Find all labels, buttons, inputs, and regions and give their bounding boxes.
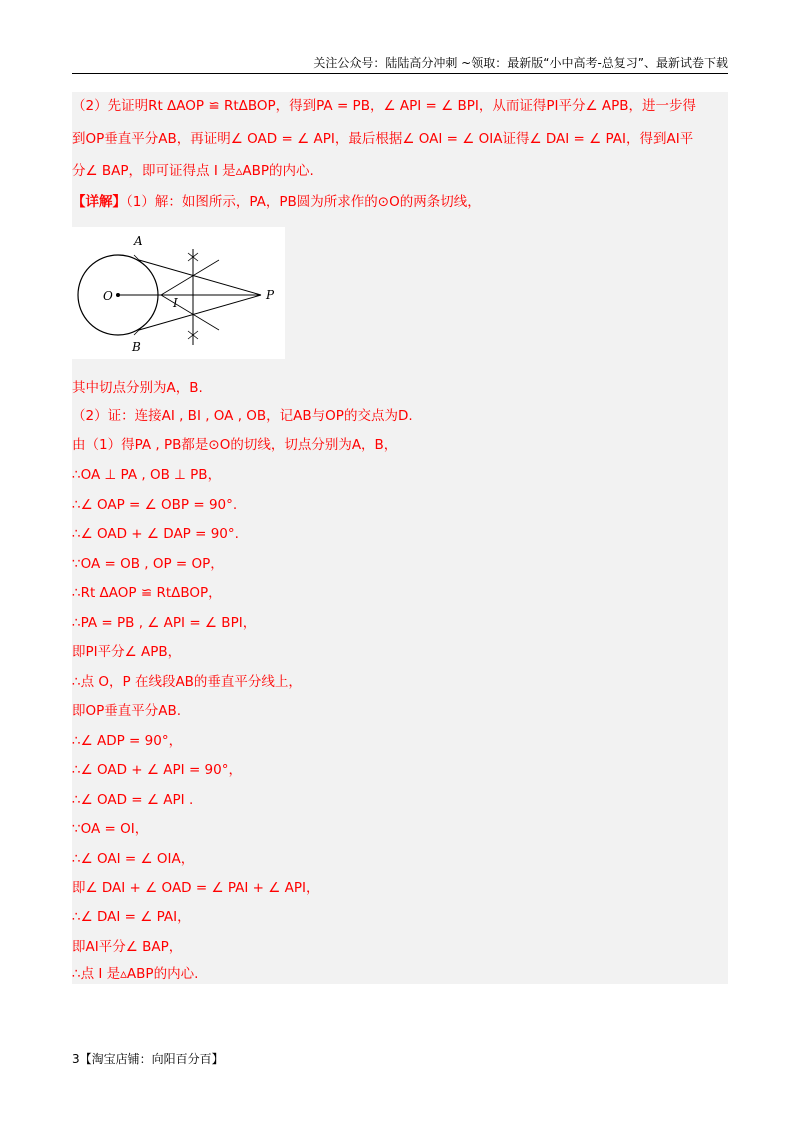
- solution-line: ∴∠ OAD = ∠ API .: [72, 792, 194, 808]
- solution-line: ∴∠ OAD + ∠ DAP = 90°.: [72, 526, 239, 542]
- arc-mark-b: [134, 325, 144, 335]
- detail-line: [72, 192, 724, 212]
- label-o: O: [103, 289, 113, 303]
- solution-line: 即OP垂直平分AB.: [72, 703, 182, 719]
- label-b: B: [132, 340, 141, 354]
- solution-line: 即PI平分∠ APB，: [72, 644, 182, 660]
- label-p: P: [266, 288, 275, 302]
- solution-line: （2）证：连接AI , BI , OA , OB，记AB与OP的交点为D.: [72, 408, 413, 424]
- solution-line: 即AI平分∠ BAP，: [72, 939, 183, 955]
- segment-ia-helper: [161, 260, 219, 295]
- label-a: A: [134, 234, 143, 248]
- page-header: 关注公众号：陆陆高分冲刺 ~领取：最新版“小中高考-总复习”、最新试卷下载: [313, 56, 728, 70]
- detail-intro: （1）解：如图所示，PA，PB圆为所求作的⊙O的两条切线，: [126, 194, 481, 210]
- solution-line: 其中切点分别为A，B.: [72, 380, 203, 396]
- analysis-line-3: 分∠ BAP，即可证得点 I 是▵ABP的内心.: [72, 163, 314, 179]
- tangent-diagram: [72, 227, 285, 359]
- solution-line: ∴Rt ΔAOP ≌ RtΔBOP，: [72, 585, 222, 601]
- solution-line: 由（1）得PA , PB都是⊙O的切线，切点分别为A，B，: [72, 437, 398, 453]
- segment-ib-helper: [161, 295, 219, 330]
- solution-line: ∴∠ OAP = ∠ OBP = 90°.: [72, 497, 238, 513]
- analysis-line-2: 到OP垂直平分AB，再证明∠ OAD = ∠ API，最后根据∠ OAI = ∠ OIA证得∠ DAI = ∠ PAI，得到AI平: [72, 131, 694, 147]
- solution-line: ∴∠ OAI = ∠ OIA，: [72, 851, 195, 867]
- page-footer: 3【淘宝店铺：向阳百分百】: [72, 1052, 224, 1066]
- solution-line: ∵OA = OI，: [72, 821, 149, 837]
- solution-line: ∴点 O，P 在线段AB的垂直平分线上，: [72, 674, 302, 690]
- answer-block: [72, 92, 728, 984]
- solution-line: ∴∠ ADP = 90°，: [72, 733, 183, 749]
- solution-line: ∴点 I 是▵ABP的内心.: [72, 966, 199, 982]
- label-i: I: [173, 296, 178, 310]
- analysis-line-1: （2）先证明Rt ΔAOP ≌ RtΔBOP，得到PA = PB，∠ API = ∠ BPI，从而证得PI平分∠ APB，进一步得: [72, 98, 697, 114]
- solution-line: ∴PA = PB , ∠ API = ∠ BPI，: [72, 615, 257, 631]
- solution-line: ∵OA = OB , OP = OP，: [72, 556, 224, 572]
- tangent-figure: [72, 227, 285, 359]
- header-rule: [72, 73, 728, 74]
- solution-line: 即∠ DAI + ∠ OAD = ∠ PAI + ∠ API，: [72, 880, 320, 896]
- solution-line: ∴∠ DAI = ∠ PAI，: [72, 909, 191, 925]
- solution-line: ∴OA ⊥ PA , OB ⊥ PB，: [72, 467, 222, 483]
- arc-mark-a: [134, 255, 144, 265]
- detail-tag: 【详解】: [72, 194, 126, 210]
- solution-line: ∴∠ OAD + ∠ API = 90°，: [72, 762, 242, 778]
